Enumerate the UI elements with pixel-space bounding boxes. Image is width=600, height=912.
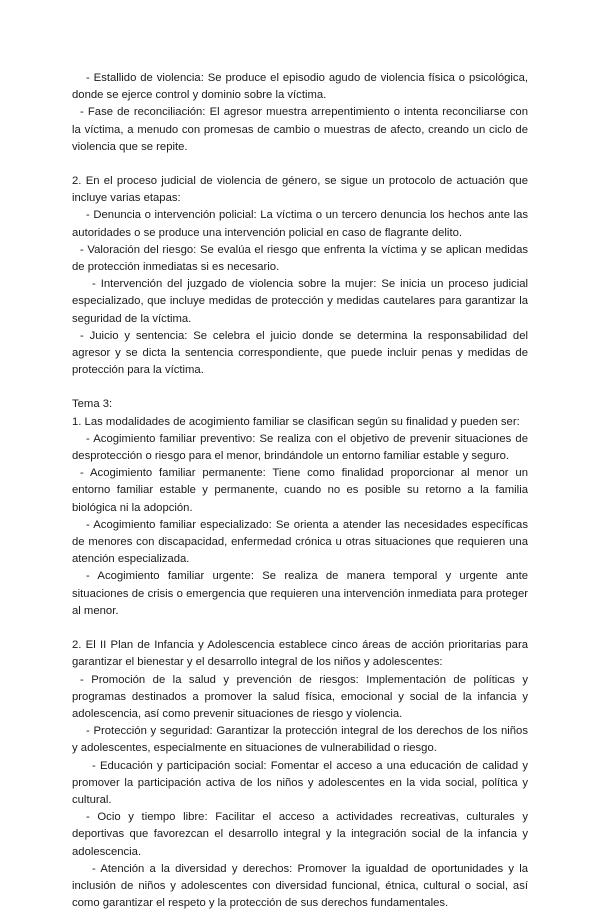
paragraph-gap (72, 379, 528, 396)
paragraph: 2. El II Plan de Infancia y Adolescencia establece cinco áreas de acción prioritarias para garantizar el bienestar y el desarrollo integral de los niños y adolescentes: (72, 639, 528, 669)
list-item: - Educación y participación social: Fomentar el acceso a una educación de calidad y promover la participación activa de los niños y adolescentes en la vida social, política y cultural. (72, 759, 528, 806)
list-item: - Atención a la diversidad y derechos: Promover la igualdad de oportunidades y la inclusión de niños y adolescentes con diversidad funcional, étnica, cultural o social, así como garantizar el respeto y la protección de sus derechos fundamentales. (72, 862, 528, 910)
list-item: - Ocio y tiempo libre: Facilitar el acceso a actividades recreativas, culturales y deportivas que favorezcan el desarrollo integral y la integración social de la infancia y adolescencia. (72, 811, 528, 858)
list-item: - Protección y seguridad: Garantizar la protección integral de los derechos de los niños y adolescentes, especialmente en situaciones de vulnerabilidad o riesgo. (72, 725, 528, 755)
list-item: - Intervención del juzgado de violencia sobre la mujer: Se inicia un proceso judicial especializado, que incluye medidas de protección y medidas cautelares para garantizar la seguridad de la víctima. (72, 278, 528, 325)
list-item: - Acogimiento familiar permanente: Tiene como finalidad proporcionar al menor un entorno familiar estable y permanente, cuando no es posible su retorno a la familia biológica ni la adopción. (72, 467, 528, 514)
paragraph: - Fase de reconciliación: El agresor muestra arrepentimiento o intenta reconciliarse con la víctima, a menudo con promesas de cambio o muestras de afecto, creando un ciclo de violencia que se repite. (72, 106, 528, 153)
list-item: - Acogimiento familiar urgente: Se realiza de manera temporal y urgente ante situaciones de crisis o emergencia que requieren una intervención inmediata para proteger al menor. (72, 570, 528, 617)
list-item: - Acogimiento familiar preventivo: Se realiza con el objetivo de prevenir situaciones de desprotección o riesgo para el menor, brindándole un entorno familiar estable y seguro. (72, 432, 528, 463)
section-heading: Tema 3: (72, 398, 113, 411)
paragraph-gap (72, 156, 528, 173)
list-item: - Juicio y sentencia: Se celebra el juicio donde se determina la responsabilidad del agresor y se dicta la sentencia correspondiente, que puede incluir penas y medidas de protección para la víctima. (72, 329, 528, 377)
document-body (72, 70, 528, 912)
list-item: - Acogimiento familiar especializado: Se orienta a atender las necesidades específicas de menores con discapacidad, enfermedad crónica u otras situaciones que requieren una atención especializada. (72, 518, 528, 566)
paragraph: - Estallido de violencia: Se produce el episodio agudo de violencia física o psicológica, donde se ejerce control y dominio sobre la víctima. (72, 72, 528, 102)
list-item: - Valoración del riesgo: Se evalúa el riesgo que enfrenta la víctima y se aplican medidas de protección inmediatas si es necesario. (72, 243, 528, 274)
list-item: - Denuncia o intervención policial: La víctima o un tercero denuncia los hechos ante las autoridades o se produce una intervención policial en caso de flagrante delito. (72, 209, 528, 239)
paragraph-gap (72, 620, 528, 637)
list-item: - Promoción de la salud y prevención de riesgos: Implementación de políticas y programas destinados a promover la salud física, emocional y social de la infancia y adolescencia, así como prevenir situaciones de riesgo y violencia. (72, 673, 528, 720)
paragraph: 2. En el proceso judicial de violencia de género, se sigue un protocolo de actuación que incluye varias etapas: (72, 175, 528, 205)
paragraph: 1. Las modalidades de acogimiento familiar se clasifican según su finalidad y pueden ser: (72, 415, 520, 428)
